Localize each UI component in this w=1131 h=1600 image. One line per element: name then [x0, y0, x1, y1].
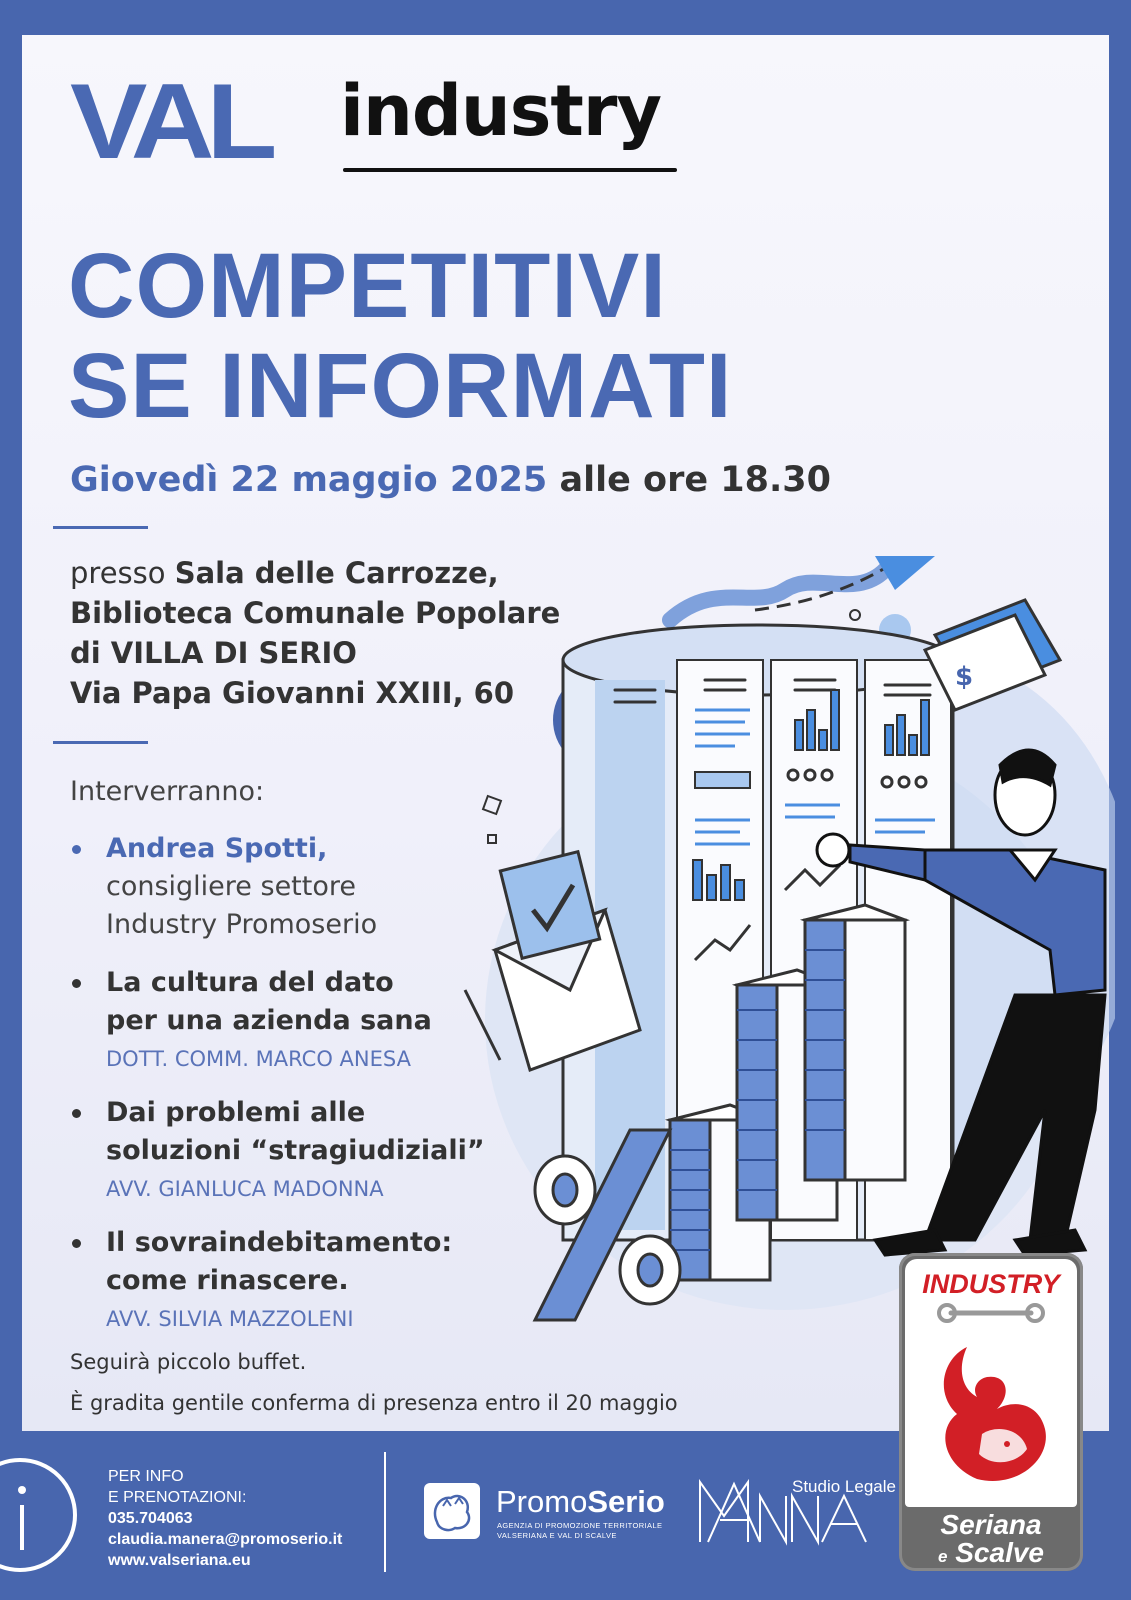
footer — [0, 1432, 1131, 1600]
promoserio-subtitle — [497, 1521, 662, 1541]
venue-prefix: presso — [70, 556, 166, 590]
rsvp-note: È gradita gentile conferma di presenza entro il 20 maggio — [70, 1391, 678, 1415]
badge-and: e — [938, 1547, 948, 1566]
promoserio-fox-logo — [423, 1482, 481, 1540]
headline-line-1: COMPETITIVI — [68, 235, 667, 337]
event-date — [70, 460, 831, 500]
headline — [68, 236, 733, 436]
agenda-list — [70, 830, 490, 1336]
venue-address: Via Papa Giovanni XXIII, 60 — [70, 676, 515, 710]
speaker-role: consigliere settore — [106, 871, 356, 902]
promo-name-b: Serio — [587, 1484, 665, 1519]
buffet-note: Seguirà piccolo buffet. — [70, 1350, 307, 1374]
talk-title: La cultura del dato — [106, 967, 394, 998]
talk-title: Il sovraindebitamento: — [106, 1227, 453, 1258]
talk-title: come rinascere. — [106, 1265, 349, 1296]
speaker-role: Industry Promoserio — [106, 909, 378, 940]
badge-title: INDUSTRY — [922, 1269, 1060, 1299]
website-link[interactable]: www.valseriana.eu — [108, 1552, 251, 1569]
talk-speaker: AVV. GIANLUCA MADONNA — [106, 1177, 384, 1201]
info-label: PER INFO — [108, 1468, 184, 1485]
logo-industry: industry — [340, 70, 662, 152]
agenda-item — [70, 1094, 490, 1206]
logo-underline — [343, 168, 677, 172]
promo-sub-line: VALSERIANA E VAL DI SCALVE — [497, 1531, 617, 1540]
info-label: E PRENOTAZIONI: — [108, 1489, 247, 1506]
divider-rule — [53, 526, 148, 529]
venue-hall: Sala delle Carrozze, — [174, 556, 499, 590]
talk-speaker: DOTT. COMM. MARCO ANESA — [106, 1047, 411, 1071]
badge-seriana: Seriana — [940, 1509, 1042, 1540]
promo-name-a: Promo — [496, 1484, 588, 1519]
agenda-item — [70, 1224, 490, 1336]
divider-rule — [53, 741, 148, 744]
talk-title: soluzioni “stragiudiziali” — [106, 1135, 485, 1166]
email-link[interactable]: claudia.manera@promoserio.it — [108, 1531, 343, 1548]
logo-val: VAL — [70, 61, 270, 182]
studio-legale-label: Studio Legale — [792, 1477, 896, 1496]
footer-divider — [384, 1452, 386, 1572]
event-day: Giovedì 22 maggio 2025 — [70, 460, 548, 500]
wrench-icon — [937, 1303, 1045, 1323]
info-icon — [0, 1450, 90, 1580]
talk-title: per una azienda sana — [106, 1005, 432, 1036]
promo-sub-line: AGENZIA DI PROMOZIONE TERRITORIALE — [497, 1521, 663, 1530]
event-time: alle ore 18.30 — [559, 460, 831, 500]
speakers-title: Interverranno: — [70, 776, 265, 807]
speaker-name: Andrea Spotti, — [106, 833, 328, 864]
agenda-item — [70, 830, 490, 944]
venue-library: Biblioteca Comunale Popolare — [70, 596, 561, 630]
headline-line-2: SE INFORMATI — [68, 335, 733, 437]
promoserio-name — [496, 1484, 665, 1520]
svg-text:$: $ — [955, 662, 974, 692]
phone-link[interactable]: 035.704063 — [108, 1510, 193, 1527]
agenda-item — [70, 964, 490, 1076]
dollar-icon — [925, 600, 1060, 710]
venue-town: di VILLA DI SERIO — [70, 636, 357, 670]
contact-info — [108, 1466, 342, 1571]
talk-speaker: AVV. SILVIA MAZZOLENI — [106, 1307, 354, 1331]
talk-title: Dai problemi alle — [106, 1097, 366, 1128]
data-analytics-illustration — [455, 550, 1115, 1330]
badge-scalve: Scalve — [955, 1537, 1044, 1568]
